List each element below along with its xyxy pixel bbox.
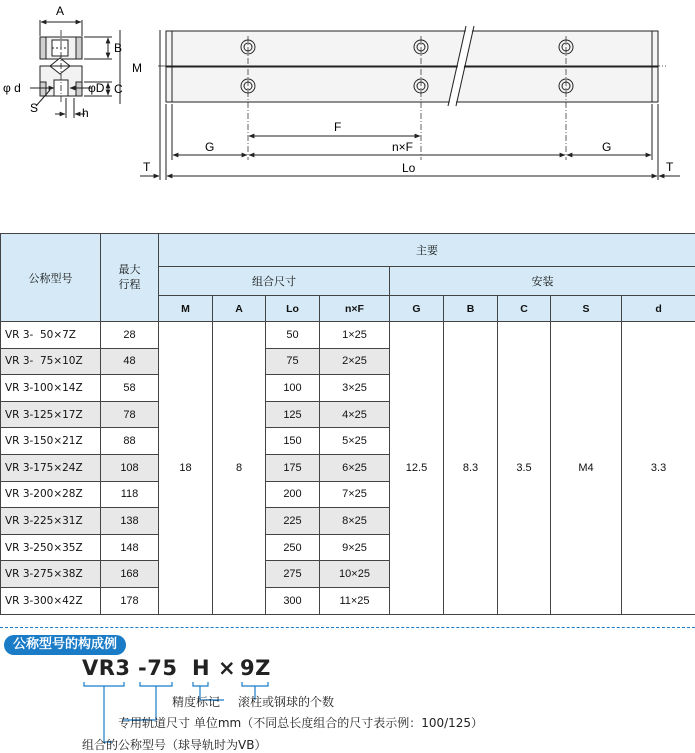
- col-d: d: [622, 296, 695, 322]
- cell-stroke: 148: [101, 534, 159, 561]
- header-stroke: 最大 行程: [101, 234, 159, 322]
- header-model: 公称型号: [1, 234, 101, 322]
- note-rollers: 滚柱或钢球的个数: [238, 695, 335, 709]
- cell-nxF: 9×25: [320, 534, 390, 561]
- label-h: h: [82, 106, 89, 120]
- cell-stroke: 78: [101, 401, 159, 428]
- cell-C: 3.5: [498, 322, 551, 615]
- col-A: A: [213, 296, 266, 322]
- cell-Lo: 75: [266, 348, 320, 375]
- cell-nxF: 6×25: [320, 454, 390, 481]
- cell-model: VR 3- 50×7Z: [1, 322, 101, 349]
- cell-nxF: 1×25: [320, 322, 390, 349]
- cell-model: VR 3-150×21Z: [1, 428, 101, 455]
- header-install: 安装: [390, 267, 695, 296]
- label-F: F: [334, 120, 342, 134]
- section-divider: [0, 627, 695, 628]
- cell-nxF: 8×25: [320, 508, 390, 535]
- cell-nxF: 4×25: [320, 401, 390, 428]
- cell-d: 3.3: [622, 322, 695, 615]
- cell-model: VR 3-225×31Z: [1, 508, 101, 535]
- label-B: B: [114, 41, 123, 55]
- cell-stroke: 138: [101, 508, 159, 535]
- cell-Lo: 175: [266, 454, 320, 481]
- label-phi-D: φD: [88, 81, 105, 95]
- table-row: [1, 322, 695, 349]
- cell-stroke: 48: [101, 348, 159, 375]
- cell-Lo: 300: [266, 587, 320, 614]
- cell-nxF: 10×25: [320, 561, 390, 588]
- cell-stroke: 178: [101, 587, 159, 614]
- cell-model: VR 3-250×35Z: [1, 534, 101, 561]
- cell-model: VR 3-200×28Z: [1, 481, 101, 508]
- cell-Lo: 200: [266, 481, 320, 508]
- label-M: M: [132, 61, 142, 75]
- cell-nxF: 3×25: [320, 375, 390, 402]
- code-part-times: ×: [218, 656, 237, 680]
- cell-G: 12.5: [390, 322, 444, 615]
- label-phi-d: φ d: [3, 81, 21, 95]
- rail-side-view: [140, 26, 680, 180]
- cell-model: VR 3-100×14Z: [1, 375, 101, 402]
- cell-model: VR 3-175×24Z: [1, 454, 101, 481]
- cell-Lo: 100: [266, 375, 320, 402]
- label-T-right: T: [666, 160, 674, 174]
- cell-stroke: 58: [101, 375, 159, 402]
- cell-M: 18: [159, 322, 213, 615]
- note-model: 组合的公称型号（球导轨时为VB）: [82, 738, 267, 752]
- label-nxF: n×F: [392, 140, 414, 154]
- label-A: A: [56, 4, 65, 18]
- label-G-right: G: [602, 140, 612, 154]
- cell-Lo: 150: [266, 428, 320, 455]
- cell-nxF: 11×25: [320, 587, 390, 614]
- col-C: C: [498, 296, 551, 322]
- cell-B: 8.3: [444, 322, 498, 615]
- header-main: 主要: [159, 234, 695, 267]
- label-T-left: T: [143, 160, 151, 174]
- cell-model: VR 3- 75×10Z: [1, 348, 101, 375]
- cell-stroke: 28: [101, 322, 159, 349]
- label-Lo: Lo: [402, 161, 416, 175]
- col-M: M: [159, 296, 213, 322]
- note-precision: 精度标记: [172, 695, 221, 709]
- code-part-rollers: 9Z: [240, 656, 271, 680]
- col-B: B: [444, 296, 498, 322]
- header-assembly: 组合尺寸: [159, 267, 390, 296]
- dimension-drawing: [0, 0, 695, 230]
- cell-Lo: 125: [266, 401, 320, 428]
- cell-S: M4: [551, 322, 622, 615]
- col-Lo: Lo: [266, 296, 320, 322]
- col-nxF: n×F: [320, 296, 390, 322]
- spec-table: [0, 233, 695, 615]
- cell-Lo: 225: [266, 508, 320, 535]
- cell-Lo: 275: [266, 561, 320, 588]
- cell-model: VR 3-300×42Z: [1, 587, 101, 614]
- cell-nxF: 7×25: [320, 481, 390, 508]
- code-part-series: VR3: [82, 656, 131, 680]
- note-rail-size: 专用轨道尺寸 单位mm（不同总长度组合的尺寸表示例：100/125）: [118, 716, 484, 730]
- cell-nxF: 5×25: [320, 428, 390, 455]
- cell-stroke: 88: [101, 428, 159, 455]
- cell-Lo: 50: [266, 322, 320, 349]
- cell-stroke: 168: [101, 561, 159, 588]
- label-C: C: [114, 82, 123, 96]
- label-G-left: G: [205, 140, 215, 154]
- cell-A: 8: [213, 322, 266, 615]
- cell-Lo: 250: [266, 534, 320, 561]
- label-S: S: [30, 101, 39, 115]
- cell-stroke: 118: [101, 481, 159, 508]
- cell-stroke: 108: [101, 454, 159, 481]
- cell-model: VR 3-275×38Z: [1, 561, 101, 588]
- col-S: S: [551, 296, 622, 322]
- code-part-precision: H: [192, 656, 211, 680]
- code-part-length: -75: [138, 656, 178, 680]
- example-title: 公称型号的构成例: [4, 635, 126, 655]
- cell-model: VR 3-125×17Z: [1, 401, 101, 428]
- col-G: G: [390, 296, 444, 322]
- cell-nxF: 2×25: [320, 348, 390, 375]
